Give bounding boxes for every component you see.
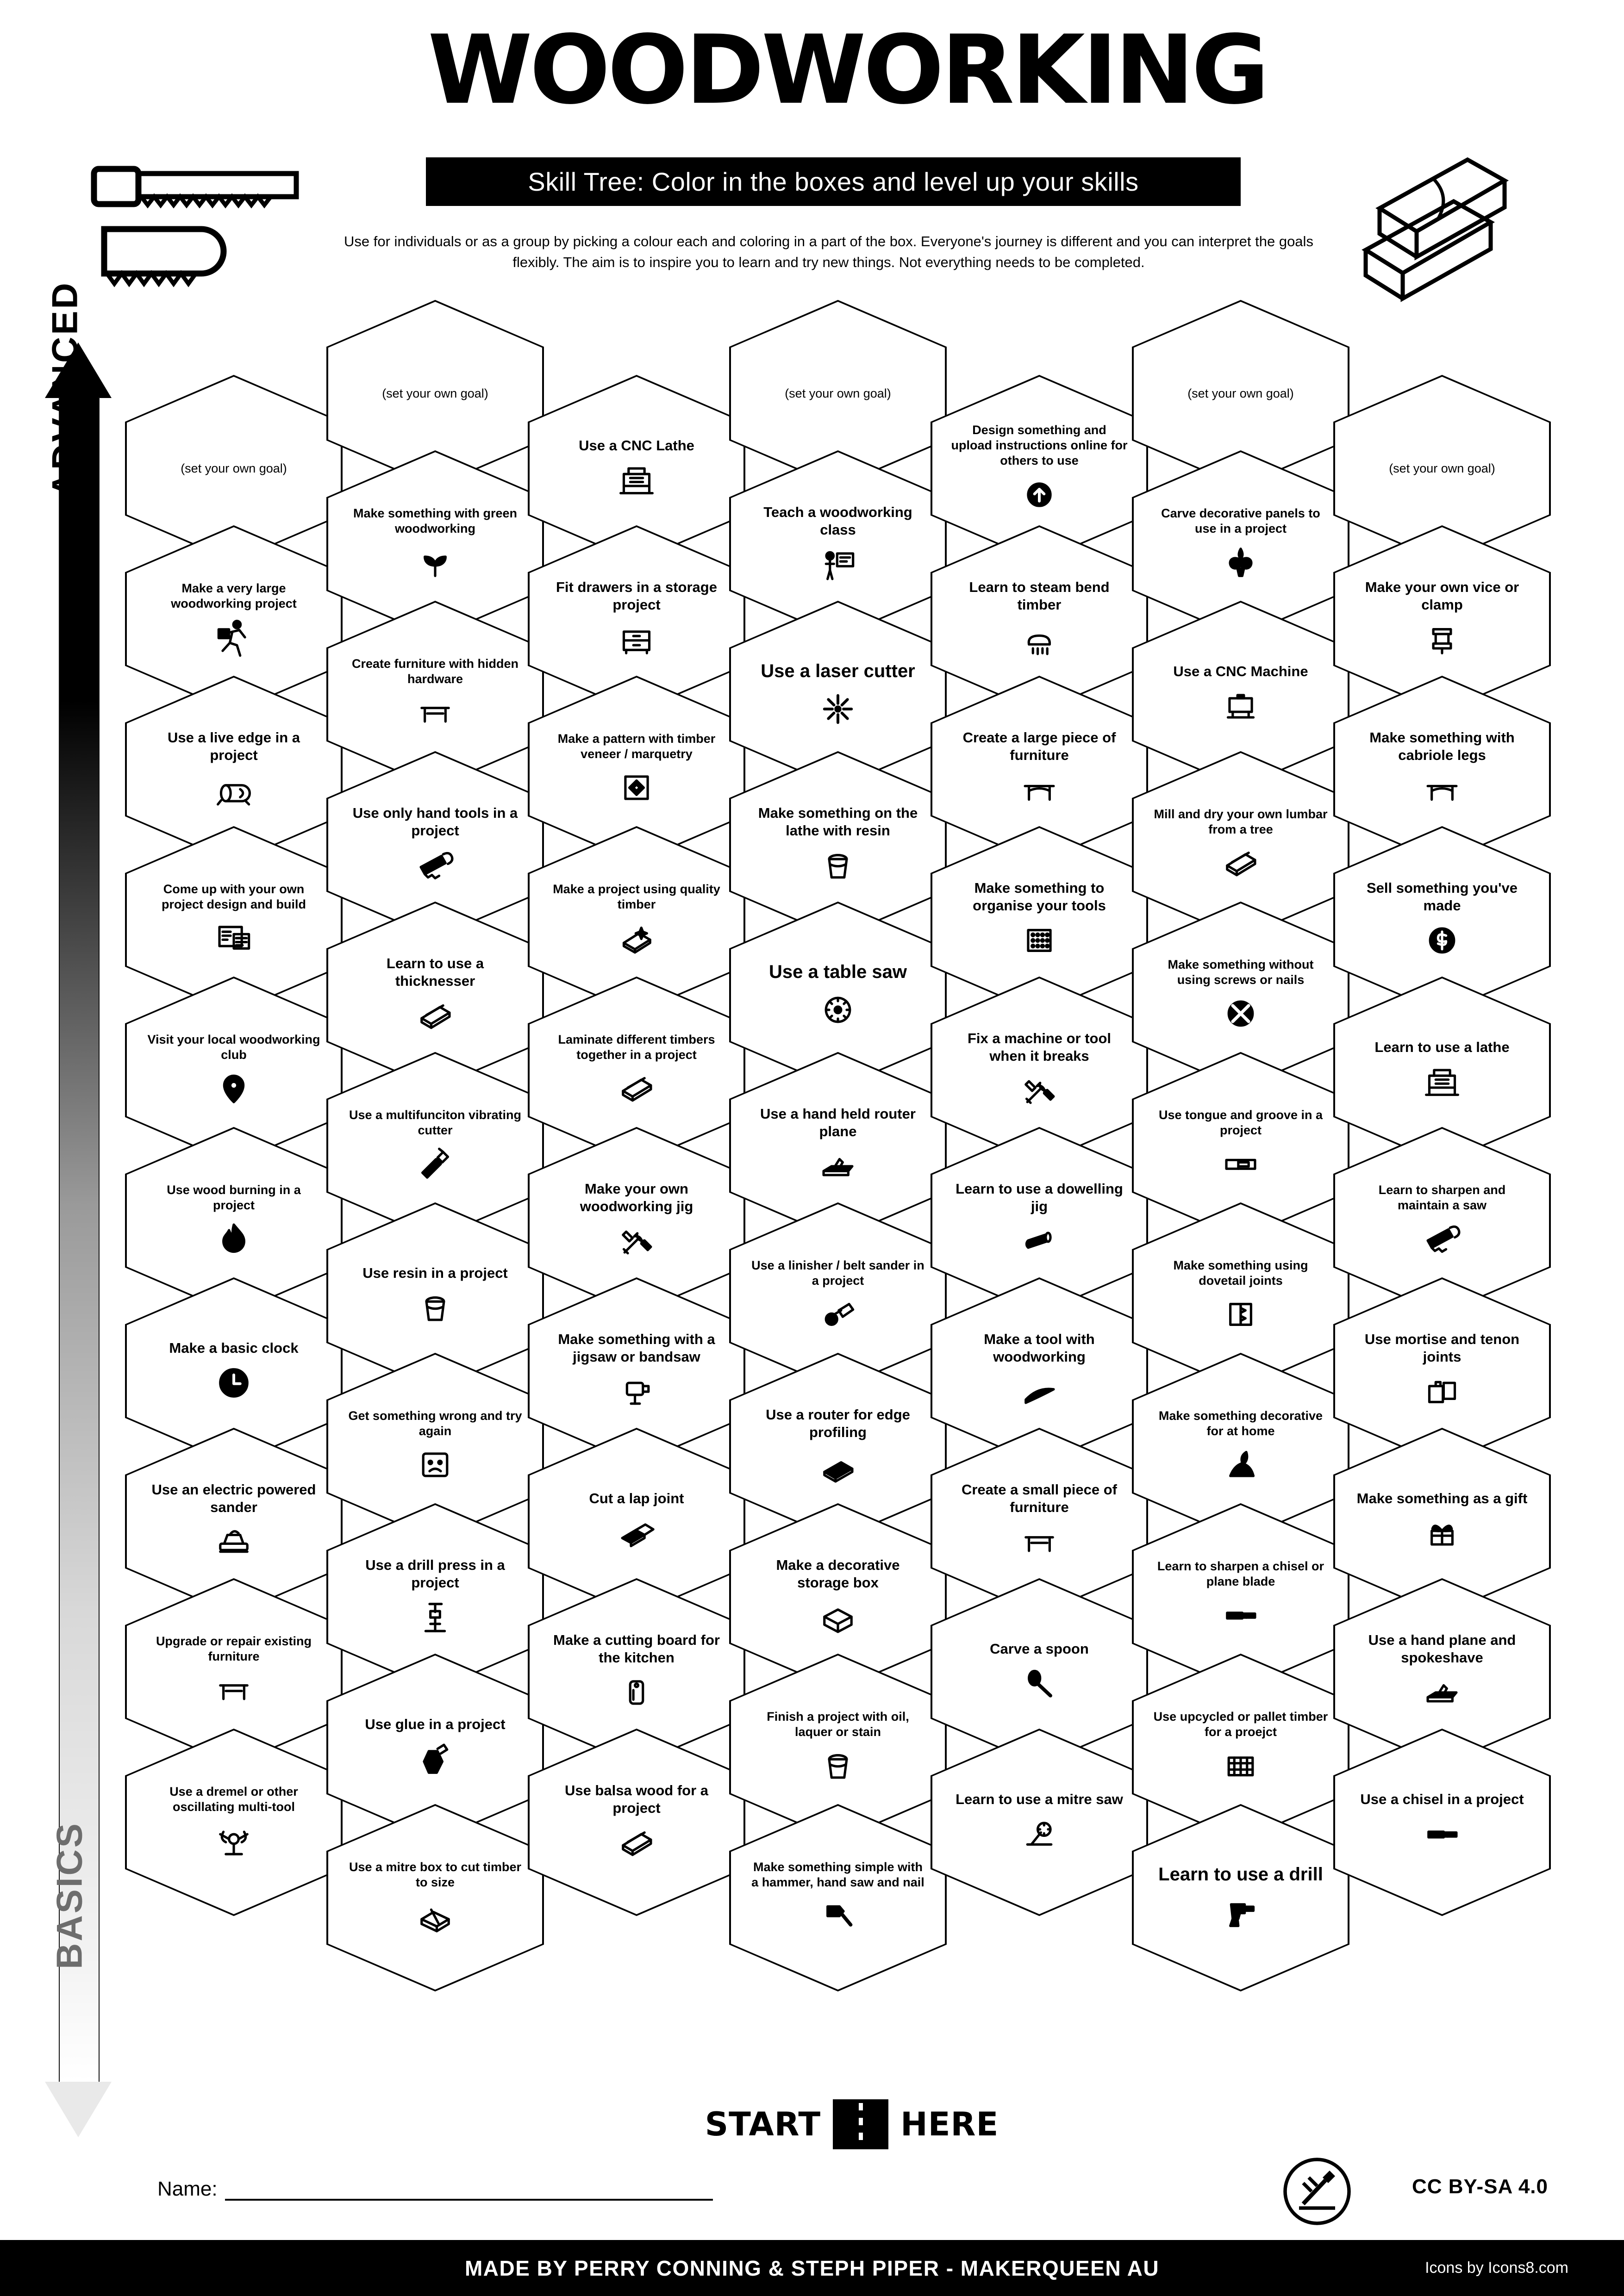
hex-label: Carve a spoon [990, 1640, 1089, 1657]
mortise-icon [1422, 1372, 1462, 1412]
skill-hex-c7-chisel[interactable] [1333, 1729, 1551, 1916]
hex-content [1353, 1631, 1531, 1713]
hex-content [749, 961, 927, 1030]
hex-label: Learn to use a mitre saw [956, 1791, 1123, 1807]
hex-label: Learn to use a dowelling jig [956, 1180, 1123, 1214]
hex-label: Make a pattern with timber veneer / marquetry [557, 731, 716, 761]
hex-label: Cut a lap joint [589, 1490, 684, 1506]
hex-content [346, 804, 524, 886]
hex-label: Fit drawers in a storage project [556, 579, 717, 613]
hex-label: Sell something you've made [1366, 879, 1518, 914]
table-icon [1019, 770, 1059, 810]
hex-content [950, 1331, 1128, 1412]
blueprint-icon [214, 918, 254, 958]
hex-label: Learn to use a lathe [1374, 1039, 1510, 1055]
plane-icon [1422, 1673, 1462, 1712]
bucket-icon [818, 846, 858, 885]
hex-label: Make something with green woodworking [353, 506, 518, 535]
hex-content [547, 1631, 725, 1713]
hex-label: Use a mitre box to cut timber to size [349, 1860, 522, 1889]
cnc-icon [1221, 686, 1261, 726]
stool-icon [1019, 1522, 1059, 1562]
hex-content [1151, 957, 1330, 1034]
hex-content [346, 1264, 524, 1328]
intro-text: Use for individuals or as a group by picking a colour each and coloring in a part of the box. Everyone's journey is different and you can interpret the goals flexibly. The aim is to inspire you to learn and try new things. Not everything needs to be completed. [344, 233, 1313, 270]
laser-icon [818, 689, 858, 729]
hex-content [950, 1030, 1128, 1111]
hex-content [547, 1180, 725, 1262]
hex-label: (set your own goal) [181, 461, 287, 476]
hex-content [547, 1782, 725, 1863]
hex-content [749, 1556, 927, 1638]
hex-label: Fix a machine or tool when it breaks [967, 1030, 1112, 1064]
hex-label: Make a cutting board for the kitchen [553, 1631, 720, 1666]
planks-icon [415, 996, 455, 1036]
hex-content [1353, 1039, 1531, 1102]
name-input-line[interactable] [225, 2178, 713, 2201]
hex-label: Use resin in a project [362, 1264, 508, 1281]
hex-label: Carve decorative panels to use in a project [1161, 506, 1320, 535]
deco-icon [1221, 1445, 1261, 1485]
hex-label: Laminate different timbers together in a project [558, 1032, 715, 1062]
hex-label: Teach a woodworking class [763, 504, 912, 538]
dowel-icon [1019, 1221, 1059, 1261]
skill-hex-c1-dremel[interactable] [125, 1729, 343, 1916]
hex-label: Create a small piece of furniture [961, 1481, 1117, 1515]
drawers-icon [617, 620, 656, 660]
footer-icons-credit: Icons by Icons8.com [1425, 2259, 1568, 2277]
hex-content [346, 1860, 524, 1936]
clock-icon [214, 1363, 254, 1403]
pin-icon [214, 1069, 254, 1108]
hex-label: Use a laser cutter [761, 661, 915, 682]
hex-content [346, 1716, 524, 1780]
hex-content [1151, 386, 1330, 401]
here-label: HERE [900, 2105, 999, 2143]
hex-content [1353, 461, 1531, 476]
planks-icon [1221, 843, 1261, 883]
hex-label: Use an electric powered sander [151, 1481, 316, 1515]
hex-label: Use a chisel in a project [1360, 1791, 1524, 1807]
hex-label: Make something as a gift [1356, 1490, 1528, 1506]
axis-label-basics: BASICS [49, 1822, 90, 1969]
hex-label: Make something decorative for at home [1158, 1408, 1323, 1438]
hex-label: Make something to organise your tools [973, 879, 1106, 914]
hex-label: Create a large piece of furniture [962, 729, 1116, 763]
tablesaw-icon [818, 990, 858, 1030]
hex-content [144, 1339, 323, 1403]
hex-label: Make a tool with woodworking [984, 1331, 1095, 1365]
hex-content [1151, 506, 1330, 583]
handsaw-icon [415, 846, 455, 885]
hex-label: Use mortise and tenon joints [1364, 1331, 1520, 1365]
glue-icon [415, 1739, 455, 1779]
hex-content [1353, 729, 1531, 810]
dollar-icon [1422, 921, 1462, 960]
hex-label: Use a dremel or other oscillating multi-tool [169, 1784, 298, 1814]
hex-content [950, 729, 1128, 810]
chisel-icon [1221, 1595, 1261, 1635]
hex-label: Learn to sharpen and maintain a saw [1378, 1182, 1506, 1212]
hex-content [950, 1481, 1128, 1562]
hex-content [144, 882, 323, 958]
hex-content [1353, 1182, 1531, 1259]
table-icon [1422, 770, 1462, 810]
fleur-icon [1221, 542, 1261, 582]
skill-hex-c3-balsa[interactable] [528, 1729, 745, 1916]
hex-label: Create furniture with hidden hardware [351, 656, 518, 686]
hex-content [144, 1032, 323, 1109]
tongue-icon [1221, 1144, 1261, 1184]
hex-content [950, 879, 1128, 961]
stool-icon [415, 693, 455, 733]
hex-label: Come up with your own project design and build [161, 882, 306, 911]
cnclathe-icon [617, 460, 656, 500]
hex-content [144, 581, 323, 658]
hex-content [749, 1860, 927, 1936]
gift-icon [1422, 1513, 1462, 1553]
hex-content [1151, 1559, 1330, 1636]
name-field-row[interactable] [157, 2178, 713, 2201]
steam-icon [1019, 620, 1059, 660]
hex-content [144, 461, 323, 476]
hex-content [547, 579, 725, 660]
multitool-icon [415, 1144, 455, 1184]
hex-label: (set your own goal) [382, 386, 488, 401]
hex-content [346, 656, 524, 733]
hex-content [547, 437, 725, 501]
hex-label: Use tongue and groove in a project [1158, 1108, 1323, 1137]
hex-label: Use a CNC Lathe [579, 437, 694, 454]
hex-content [144, 729, 323, 810]
hex-label: Use a CNC Machine [1173, 663, 1308, 679]
hex-label: (set your own goal) [1187, 386, 1294, 401]
stool-icon [214, 1670, 254, 1710]
hex-label: Learn to use a drill [1158, 1864, 1323, 1885]
hex-content [749, 504, 927, 585]
hex-content [1151, 663, 1330, 727]
hex-content [547, 1032, 725, 1109]
footer-credit: MADE BY PERRY CONNING & STEPH PIPER - MAKERQUEEN AU [464, 2256, 1160, 2280]
hex-content [749, 1406, 927, 1487]
planks-icon [617, 1823, 656, 1863]
hex-label: Learn to steam bend timber [969, 579, 1110, 613]
hex-label: Use a multifunciton vibrating cutter [349, 1108, 521, 1137]
noscrew-icon [1221, 994, 1261, 1033]
hex-label: Make a very large woodworking project [171, 581, 297, 610]
hex-label: Make something without using screws or nails [1168, 957, 1314, 987]
hex-label: Use only hand tools in a project [352, 804, 518, 839]
mitresaw-icon [1019, 1814, 1059, 1854]
subtitle-text: Skill Tree: Color in the boxes and level up your skills [528, 167, 1139, 196]
hex-content [950, 579, 1128, 660]
lapjoint-icon [617, 1513, 656, 1553]
hex-content [1353, 579, 1531, 660]
hex-label: Design something and upload instructions online for others to use [951, 423, 1128, 467]
road-icon [833, 2099, 888, 2149]
hex-content [749, 660, 927, 729]
hex-label: Make something simple with a hammer, hand saw and nail [751, 1860, 924, 1889]
edge-icon [818, 1447, 858, 1487]
hex-label: Use glue in a project [365, 1716, 506, 1732]
hex-label: Use a table saw [769, 962, 907, 983]
hex-content [547, 1331, 725, 1412]
bucket-icon [818, 1746, 858, 1786]
sander-icon [214, 1522, 254, 1562]
hex-label: Get something wrong and try again [348, 1408, 522, 1438]
hex-label: Make something on the lathe with resin [758, 804, 918, 839]
handsaw-icon [1422, 1219, 1462, 1259]
hex-content [547, 731, 725, 808]
hex-content [950, 1180, 1128, 1262]
cnclathe-icon [1422, 1062, 1462, 1102]
skill-hex-c6-drill[interactable] [1132, 1804, 1349, 1991]
dovetail-icon [1221, 1294, 1261, 1334]
hex-label: Use upcycled or pallet timber for a proejct [1153, 1709, 1328, 1739]
spoon-icon [1019, 1664, 1059, 1704]
hex-content [1353, 879, 1531, 961]
chisel-icon [1422, 1814, 1462, 1854]
hex-label: Use balsa wood for a project [564, 1782, 709, 1816]
hex-content [1353, 1331, 1531, 1412]
hex-content [346, 386, 524, 401]
hex-content [749, 804, 927, 886]
hex-label: Make something with cabriole legs [1369, 729, 1515, 763]
sadface-icon [415, 1445, 455, 1485]
hex-content [749, 1258, 927, 1335]
hex-label: Use a drill press in a project [365, 1556, 505, 1591]
hex-label: Use a linisher / belt sander in a project [751, 1258, 924, 1288]
hex-label: Learn to sharpen a chisel or plane blade [1157, 1559, 1324, 1588]
jigsaw-icon [617, 1372, 656, 1412]
skill-hex-c4-hammer-nail[interactable] [729, 1804, 947, 1991]
hex-content [1151, 1108, 1330, 1184]
carry-icon [214, 617, 254, 657]
hex-content [547, 882, 725, 958]
hex-content [749, 1709, 927, 1786]
hex-content [346, 1556, 524, 1638]
skill-hex-c5-mitre-saw[interactable] [931, 1729, 1148, 1916]
tools-icon [617, 1221, 656, 1261]
name-label: Name: [157, 2178, 218, 2200]
licence-text: CC BY-SA 4.0 [1412, 2175, 1549, 2198]
hex-content [346, 1408, 524, 1485]
board-icon [617, 1673, 656, 1712]
flame-icon [214, 1219, 254, 1259]
hex-content [1151, 807, 1330, 884]
hex-label: Use a router for edge profiling [766, 1406, 910, 1440]
hex-content [144, 1481, 323, 1562]
tools-icon [1019, 1071, 1059, 1111]
hex-label: Make your own woodworking jig [580, 1180, 693, 1214]
hex-label: Upgrade or repair existing furniture [156, 1634, 312, 1663]
hex-label: Make your own vice or clamp [1365, 579, 1519, 613]
hex-content [950, 1640, 1128, 1704]
hex-label: Make a basic clock [169, 1339, 299, 1356]
hex-label: Finish a project with oil, laquer or stain [767, 1709, 909, 1739]
hex-label: Learn to use a thicknesser [386, 955, 484, 989]
hex-content [547, 1490, 725, 1554]
hex-content [1151, 1408, 1330, 1485]
hex-content [950, 423, 1128, 515]
log-icon [214, 770, 254, 810]
hex-label: Use a hand plane and spokeshave [1368, 1631, 1516, 1666]
hex-content [346, 955, 524, 1036]
hex-content [1151, 1709, 1330, 1786]
clamp-icon [1422, 620, 1462, 660]
footer-bar [0, 2240, 1624, 2296]
dremel-icon [214, 1821, 254, 1860]
start-here-marker [681, 2094, 1023, 2154]
drillpress-icon [415, 1598, 455, 1637]
box-icon [818, 1598, 858, 1637]
pallet-icon [1221, 1746, 1261, 1786]
hex-content [1353, 1490, 1531, 1554]
hex-label: Mill and dry your own lumbar from a tree [1154, 807, 1328, 836]
start-label: START [705, 2105, 821, 2143]
hex-label: Make something with a jigsaw or bandsaw [558, 1331, 715, 1365]
hex-content [749, 1105, 927, 1187]
bucket-icon [415, 1288, 455, 1328]
hex-label: Make a project using quality timber [553, 882, 720, 911]
maker-badge-icon [1282, 2157, 1352, 2226]
sparkle-icon [617, 918, 656, 958]
hex-content [1353, 1791, 1531, 1854]
axis-label-advanced: ADVANCED [44, 281, 85, 498]
sprout-icon [415, 542, 455, 582]
pegboard-icon [1019, 921, 1059, 960]
hex-label: Make a decorative storage box [776, 1556, 900, 1591]
planks-icon [617, 1069, 656, 1108]
chisel2-icon [1019, 1372, 1059, 1412]
hex-label: Visit your local woodworking club [147, 1032, 320, 1062]
page-title: WOODWORKING [427, 15, 1267, 125]
upload-icon [1019, 475, 1059, 515]
hex-content [144, 1784, 323, 1861]
plane-icon [818, 1146, 858, 1186]
hex-label: Make something using dovetail joints [1173, 1258, 1308, 1288]
hex-content [1151, 1863, 1330, 1932]
hex-label: Use wood burning in a project [167, 1182, 301, 1212]
hex-content [346, 506, 524, 583]
drill-icon [1221, 1892, 1261, 1932]
marquetry-icon [617, 768, 656, 808]
hex-content [144, 1182, 323, 1259]
hex-label: (set your own goal) [785, 386, 891, 401]
hex-label: Use a hand held router plane [760, 1105, 916, 1139]
hex-label: Use a live edge in a project [167, 729, 300, 763]
belt-icon [818, 1294, 858, 1334]
hex-content [144, 1634, 323, 1711]
hex-content [1151, 1258, 1330, 1335]
hex-label: (set your own goal) [1389, 461, 1495, 476]
teacher-icon [818, 545, 858, 585]
mitrebox-icon [415, 1896, 455, 1936]
skill-hex-c2-mitre-box[interactable] [326, 1804, 544, 1991]
hex-content [749, 386, 927, 401]
hex-content [950, 1791, 1128, 1854]
hammer-icon [818, 1896, 858, 1936]
hex-content [346, 1108, 524, 1184]
